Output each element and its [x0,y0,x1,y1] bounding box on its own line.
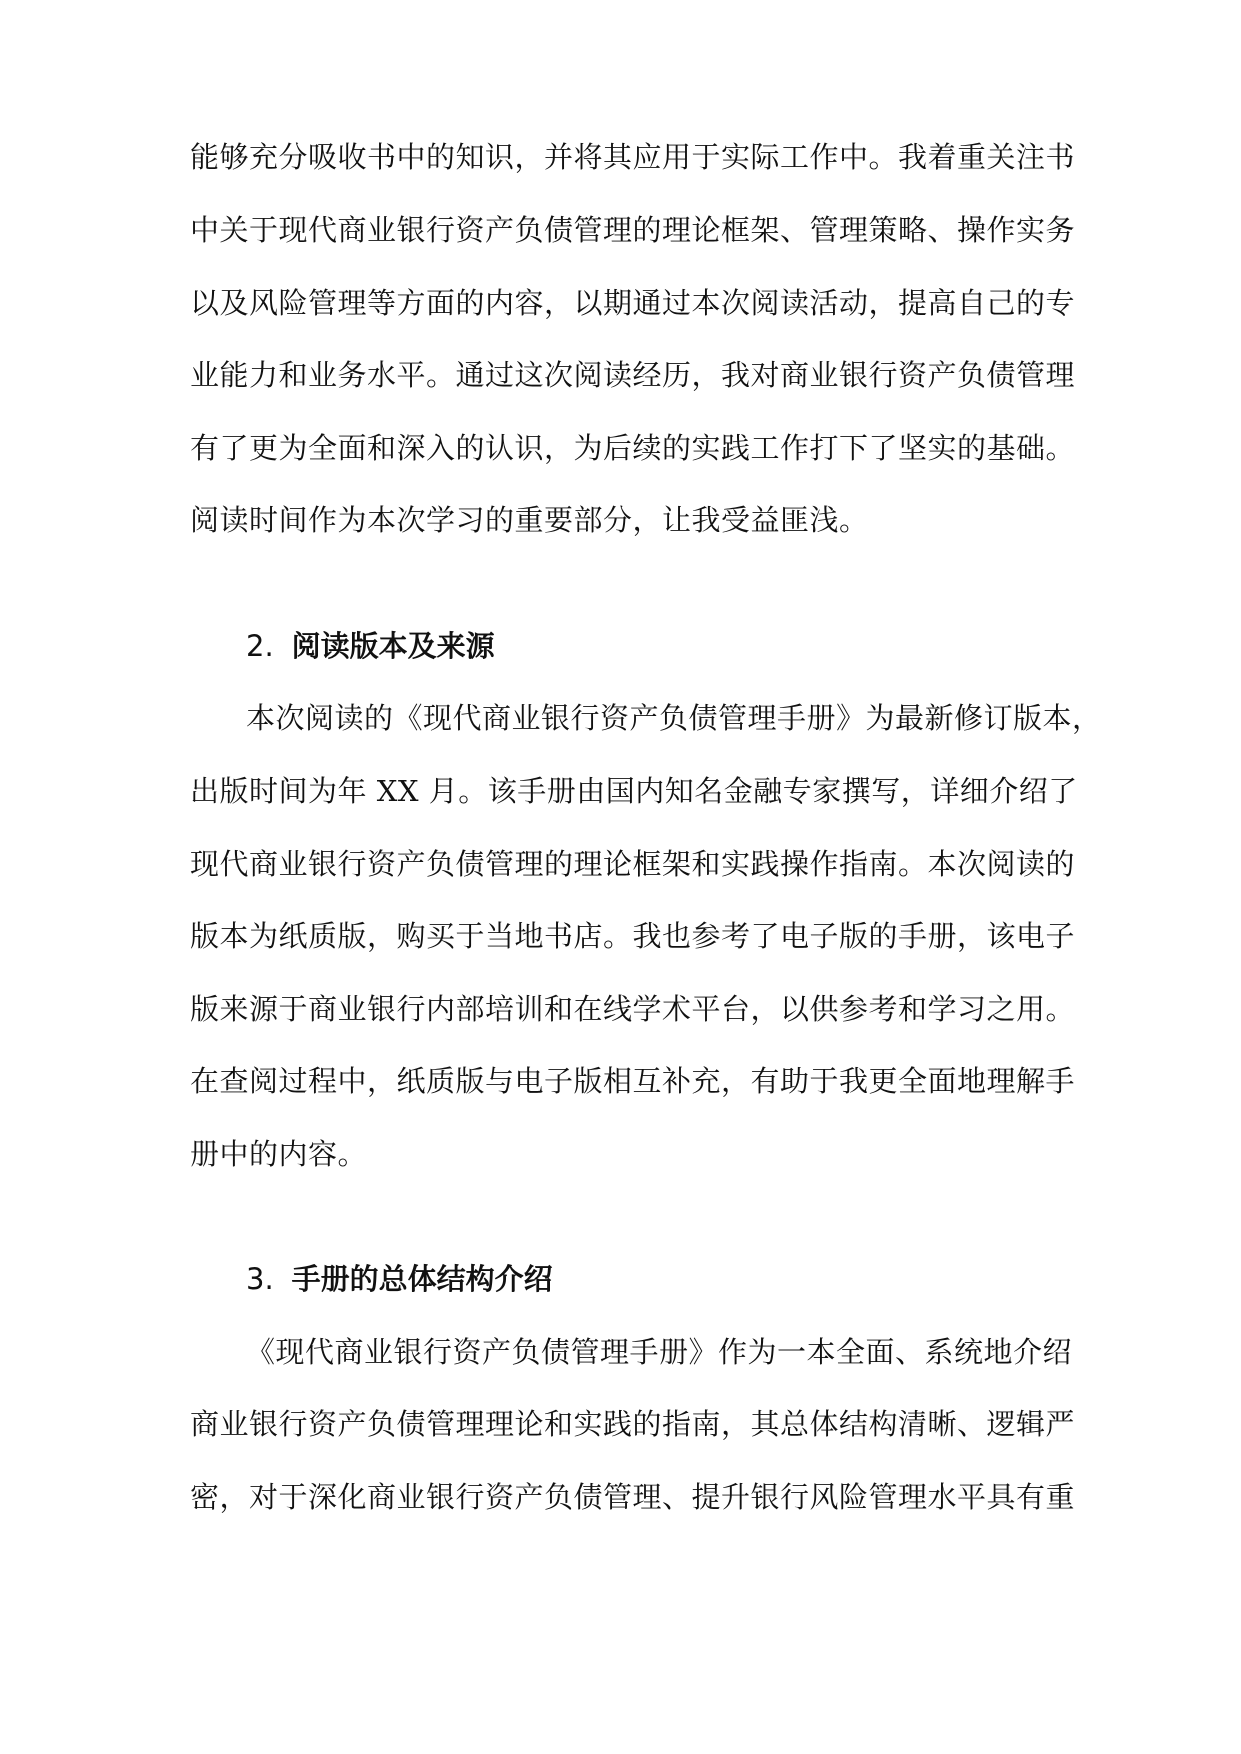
paragraph-line: 版本为纸质版，购买于当地书店。我也参考了电子版的手册，该电子 [190,919,1076,953]
paragraph-line: 现代商业银行资产负债管理的理论框架和实践操作指南。本次阅读的 [190,847,1076,881]
paragraph-line: 中关于现代商业银行资产负债管理的理论框架、管理策略、操作实务 [190,213,1076,247]
paragraph-line: 密，对于深化商业银行资产负债管理、提升银行风险管理水平具有重 [190,1480,1076,1514]
section-title: 手册的总体结构介绍 [291,1262,553,1296]
section-heading [246,1259,553,1299]
paragraph-line: 业能力和业务水平。通过这次阅读经历，我对商业银行资产负债管理 [190,358,1076,392]
section-heading [246,626,495,666]
paragraph-line: 阅读时间作为本次学习的重要部分，让我受益匪浅。 [190,503,869,537]
paragraph-line: 商业银行资产负债管理理论和实践的指南，其总体结构清晰、逻辑严 [190,1407,1076,1441]
paragraph-line: 以及风险管理等方面的内容，以期通过本次阅读活动，提高自己的专 [190,286,1076,320]
paragraph-line: 本次阅读的《现代商业银行资产负债管理手册》为最新修订版本， [246,701,1102,735]
paragraph-line: 册中的内容。 [190,1137,368,1171]
section-title: 阅读版本及来源 [291,629,495,663]
paragraph-line: 有了更为全面和深入的认识，为后续的实践工作打下了坚实的基础。 [190,431,1076,465]
paragraph-line: 在查阅过程中，纸质版与电子版相互补充，有助于我更全面地理解手 [190,1064,1076,1098]
section-number: 2. [246,629,274,663]
paragraph-line: 《现代商业银行资产负债管理手册》作为一本全面、系统地介绍 [246,1335,1073,1369]
paragraph-line: 版来源于商业银行内部培训和在线学术平台，以供参考和学习之用。 [190,992,1076,1026]
paragraph-line: 能够充分吸收书中的知识，并将其应用于实际工作中。我着重关注书 [190,140,1076,174]
paragraph-line: 出版时间为年 XX 月。该手册由国内知名金融专家撰写，详细介绍了 [190,774,1078,808]
section-number: 3. [246,1262,274,1296]
